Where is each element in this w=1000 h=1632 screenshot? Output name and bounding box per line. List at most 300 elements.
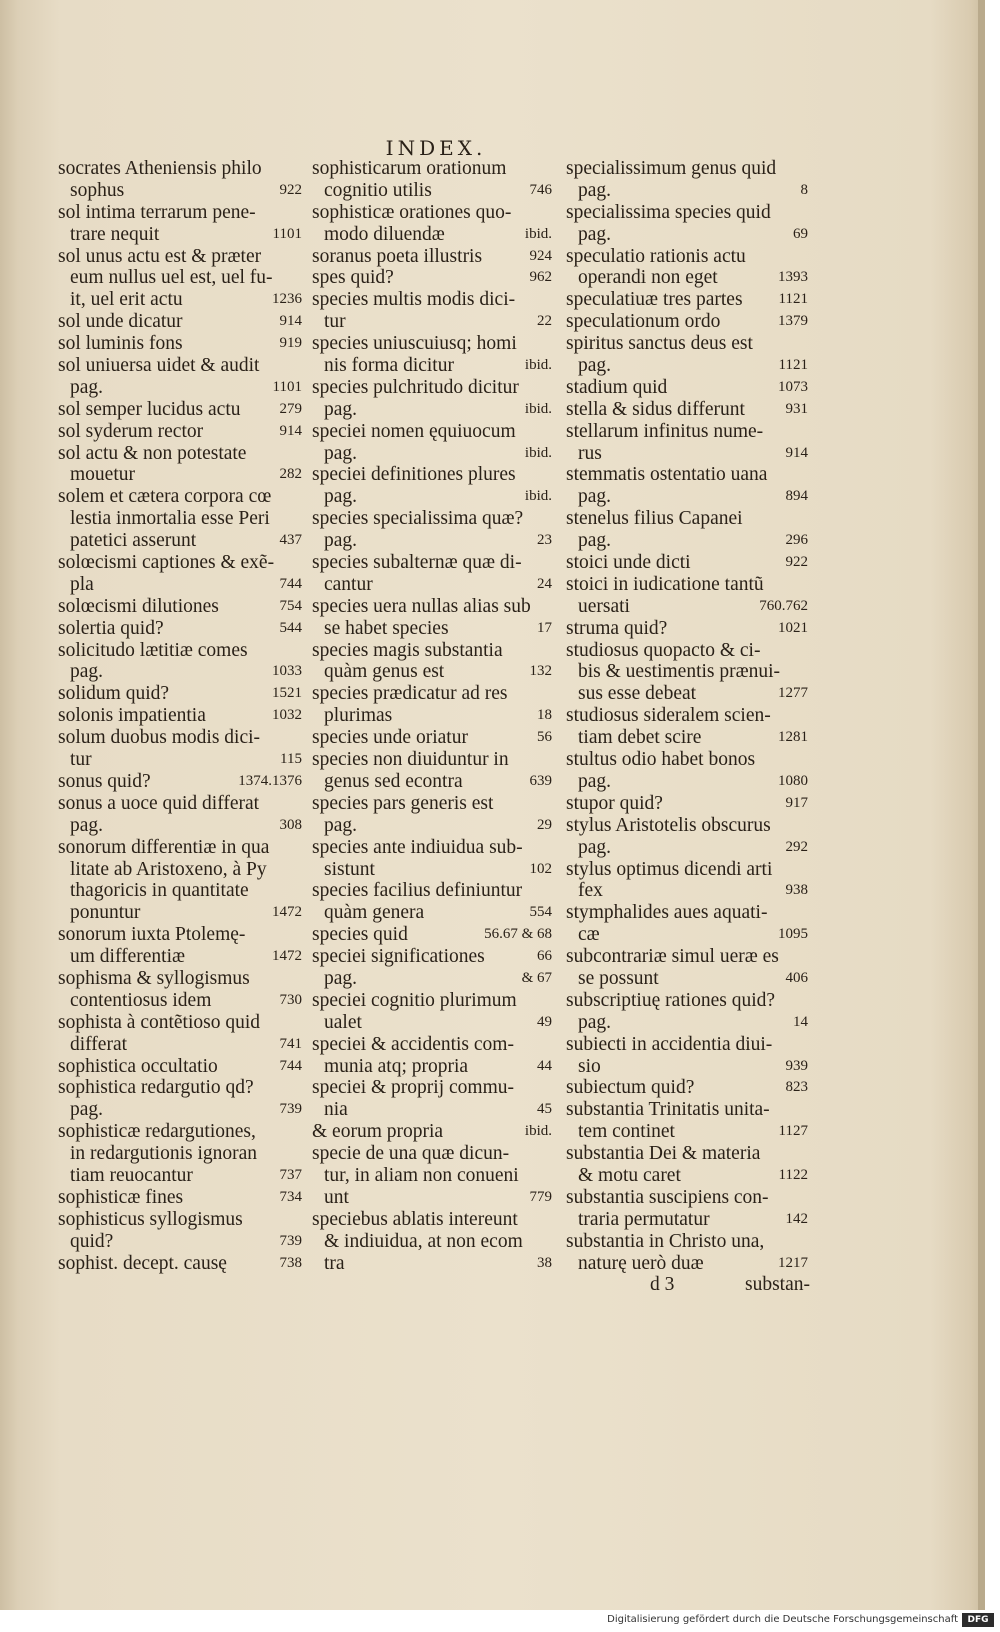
page-reference: 962 [529, 269, 552, 286]
entry-line [566, 180, 808, 202]
page-reference: 741 [279, 1035, 302, 1052]
index-entry [566, 574, 808, 618]
page-reference: ibid. [524, 444, 552, 461]
index-entry [58, 924, 302, 968]
entry-line [58, 705, 302, 727]
entry-line [566, 289, 808, 311]
entry-text: & eorum propria [312, 1121, 444, 1143]
entry-text: tur [324, 311, 346, 333]
page-reference: 292 [785, 838, 808, 855]
entry-text: & motu caret [578, 1164, 681, 1186]
entry-text: solœcismi captiones & exẽ- [58, 552, 275, 574]
entry-text: pag. [70, 1099, 104, 1121]
page-reference: 17 [537, 619, 552, 636]
index-entry [312, 880, 552, 924]
entry-text: speciei cognitio plurimum [312, 989, 517, 1011]
index-entry [312, 793, 552, 837]
page-reference: 1073 [778, 378, 808, 395]
entry-text: operandi non eget [578, 267, 718, 289]
entry-text: sol luminis fons [58, 333, 183, 355]
index-entry [58, 246, 302, 312]
entry-text: tra [324, 1252, 345, 1274]
entry-line [566, 1056, 808, 1078]
page-reference: 1521 [272, 685, 302, 702]
entry-line [566, 596, 808, 618]
index-entry [58, 727, 302, 771]
entry-text: sophistica occultatio [58, 1055, 218, 1077]
page-reference: 730 [279, 991, 302, 1008]
page-reference: 779 [529, 1188, 552, 1205]
entry-text: specialissimum genus quid [566, 158, 777, 179]
page-reference: 56 [537, 729, 552, 746]
entry-line [566, 771, 808, 793]
entry-text: species unde oriatur [312, 727, 468, 749]
entry-line [312, 771, 552, 793]
page-reference: ibid. [524, 1123, 552, 1140]
entry-text: subscriptiuę rationes quid? [566, 989, 776, 1011]
entry-text: speciebus ablatis intereunt [312, 1208, 518, 1230]
entry-text: speculatiuæ tres partes [566, 289, 743, 311]
index-entry [566, 705, 808, 749]
entry-text: sol uniuersa uidet & audit [58, 355, 260, 377]
entry-text: stoici unde dicti [566, 552, 691, 574]
page-reference: 1101 [272, 378, 302, 395]
entry-text: substantia suscipiens con- [566, 1186, 769, 1208]
entry-line [312, 180, 552, 202]
entry-text: substantia Dei & materia [566, 1143, 761, 1165]
entry-text: sonus a uoce quid differat [58, 792, 260, 814]
index-entry [566, 1143, 808, 1187]
page-reference: & 67 [521, 969, 552, 986]
entry-text: solem et cætera corpora cœ [58, 486, 272, 508]
entry-text: stellarum infinitus nume- [566, 420, 764, 442]
entry-text: contentiosus idem [70, 989, 212, 1011]
entry-text: sio [578, 1055, 601, 1077]
page-reference: 738 [279, 1254, 302, 1271]
entry-line [566, 224, 808, 246]
page-reference: 1374.1376 [238, 772, 302, 789]
page-reference: 760.762 [759, 597, 808, 614]
index-entry [566, 508, 808, 552]
entry-text: bis & uestimentis prænui- [578, 661, 781, 683]
entry-line [312, 946, 552, 968]
page-reference: 44 [537, 1057, 552, 1074]
entry-text: stenelus filius Capanei [566, 508, 743, 530]
entry-line [312, 859, 552, 881]
index-entry [566, 946, 808, 990]
entry-text: speculatio rationis actu [566, 245, 746, 267]
index-entry [566, 1077, 808, 1099]
index-entry [58, 158, 302, 202]
entry-line [58, 1187, 302, 1209]
entry-line [58, 990, 302, 1012]
entry-line [58, 464, 302, 486]
index-entry [58, 705, 302, 727]
entry-line [58, 1056, 302, 1078]
index-entry [566, 421, 808, 465]
page-reference: 744 [279, 1057, 302, 1074]
funding-credit: Digitalisierung gefördert durch die Deutsche Forschungsgemeinschaft [607, 1614, 958, 1625]
page-reference: 746 [529, 181, 552, 198]
page-reference: 49 [537, 1013, 552, 1030]
entry-line [566, 1121, 808, 1143]
page-reference: 22 [537, 313, 552, 330]
entry-text: pag. [70, 814, 104, 836]
entry-line [566, 880, 808, 902]
entry-line [312, 1121, 552, 1143]
entry-line [312, 705, 552, 727]
entry-line [566, 267, 808, 289]
index-entry [58, 793, 302, 837]
entry-text: lestia inmortalia esse Peri [70, 508, 270, 530]
index-entry [58, 1187, 302, 1209]
entry-text: sophisma & syllogismus [58, 967, 250, 989]
entry-text: sophisticus syllogismus [58, 1208, 243, 1230]
page-reference: 406 [785, 969, 808, 986]
entry-text: cantur [324, 573, 373, 595]
index-entry [312, 333, 552, 377]
page-reference: 922 [785, 554, 808, 571]
page-reference: 1127 [778, 1123, 808, 1140]
page-reference: 1472 [272, 948, 302, 965]
entry-line [58, 311, 302, 333]
index-entry [566, 158, 808, 202]
entry-line [566, 1077, 808, 1099]
index-column-2 [312, 158, 552, 1274]
entry-line [312, 355, 552, 377]
index-column-3 [566, 158, 808, 1274]
entry-text: species subalternæ quæ di- [312, 552, 522, 574]
index-entry [312, 377, 552, 421]
entry-line [58, 530, 302, 552]
entry-text: ponuntur [70, 902, 141, 924]
page-reference: 914 [279, 313, 302, 330]
index-entry [312, 202, 552, 246]
entry-line [312, 224, 552, 246]
page-reference: 737 [279, 1166, 302, 1183]
index-entry [312, 1209, 552, 1275]
entry-text: sonorum iuxta Ptolemę- [58, 924, 246, 946]
page-reference: 45 [537, 1101, 552, 1118]
entry-text: sus esse debeat [578, 683, 697, 705]
entry-line [312, 574, 552, 596]
index-entry [566, 552, 808, 574]
page-reference: 14 [793, 1013, 808, 1030]
page-reference: 115 [280, 751, 302, 768]
entry-line [58, 946, 302, 968]
index-entry [566, 399, 808, 421]
index-entry [312, 246, 552, 268]
entry-line [58, 618, 302, 640]
entry-line [566, 1165, 808, 1187]
entry-text: subiecti in accidentia diui- [566, 1033, 773, 1055]
index-entry [58, 1056, 302, 1078]
index-entry [58, 1012, 302, 1056]
entry-line [58, 224, 302, 246]
page-reference: 1277 [778, 685, 808, 702]
entry-text: it, uel erit actu [70, 289, 183, 311]
entry-text: pag. [578, 179, 612, 201]
entry-line [566, 1209, 808, 1231]
entry-text: quàm genus est [324, 661, 445, 683]
entry-text: speciei nomen ęquiuocum [312, 420, 516, 442]
entry-line [58, 749, 302, 771]
entry-text: sol actu & non potestate [58, 442, 247, 464]
page-reference: 922 [279, 181, 302, 198]
entry-text: munia atq; propria [324, 1055, 469, 1077]
entry-text: stoici in iudicatione tantũ [566, 573, 764, 595]
index-entry [566, 859, 808, 903]
entry-text: solicitudo lætitiæ comes [58, 639, 248, 661]
entry-text: pag. [324, 967, 358, 989]
entry-text: species uera nullas alias sub [312, 595, 531, 617]
entry-text: struma quid? [566, 617, 668, 639]
entry-line [566, 486, 808, 508]
entry-text: patetici asserunt [70, 530, 197, 552]
entry-line [566, 1253, 808, 1275]
entry-line [566, 924, 808, 946]
entry-text: spes quid? [312, 267, 394, 289]
page-reference: 554 [529, 904, 552, 921]
index-entry [58, 333, 302, 355]
entry-text: stella & sidus differunt [566, 398, 745, 420]
index-entry [312, 552, 552, 596]
index-entry [566, 749, 808, 793]
index-entry [312, 596, 552, 640]
entry-text: species specialissima quæ? [312, 508, 524, 530]
entry-line [58, 661, 302, 683]
entry-line [312, 1056, 552, 1078]
page-reference: 38 [537, 1254, 552, 1271]
entry-text: solum duobus modis dici- [58, 727, 261, 749]
entry-line [312, 924, 552, 946]
entry-line [566, 552, 808, 574]
entry-text: subcontrariæ simul ueræ es [566, 946, 779, 968]
entry-text: pag. [324, 814, 358, 836]
page-reference: 1121 [778, 291, 808, 308]
entry-line [566, 1012, 808, 1034]
entry-text: species facilius definiuntur [312, 880, 523, 902]
page-reference: 1080 [778, 772, 808, 789]
index-entry [312, 158, 552, 202]
running-header: INDEX. [385, 136, 487, 160]
entry-text: genus sed econtra [324, 770, 463, 792]
index-entry [312, 267, 552, 289]
entry-text: pag. [70, 661, 104, 683]
entry-line [312, 661, 552, 683]
entry-line [58, 596, 302, 618]
digitization-footer [0, 1610, 1000, 1632]
index-entry [58, 486, 302, 552]
index-entry [58, 683, 302, 705]
index-entry [566, 618, 808, 640]
entry-line [566, 399, 808, 421]
index-entry [58, 1121, 302, 1187]
entry-text: pag. [578, 486, 612, 508]
entry-line [566, 968, 808, 990]
entry-text: tur, in aliam non conueni [324, 1164, 519, 1186]
index-entry [312, 508, 552, 552]
index-entry [58, 355, 302, 399]
entry-line [58, 399, 302, 421]
page-reference: 917 [785, 794, 808, 811]
entry-text: sophist. decept. causę [58, 1252, 227, 1274]
entry-text: um differentiæ [70, 946, 185, 968]
entry-line [312, 902, 552, 924]
entry-text: species pars generis est [312, 792, 494, 814]
entry-line [312, 727, 552, 749]
entry-text: quàm genera [324, 902, 425, 924]
entry-text: studiosus quopacto & ci- [566, 639, 761, 661]
entry-text: species non diuiduntur in [312, 749, 509, 771]
entry-text: sophista à contẽtioso quid [58, 1011, 261, 1033]
entry-text: trare nequit [70, 223, 160, 245]
entry-line [566, 683, 808, 705]
entry-text: species prædicatur ad res [312, 683, 508, 705]
entry-text: pag. [324, 486, 358, 508]
entry-text: pag. [578, 530, 612, 552]
page-reference: 1236 [272, 291, 302, 308]
entry-text: species ante indiuidua sub- [312, 836, 523, 858]
entry-text: sol unde dicatur [58, 311, 183, 333]
page-reference: 1393 [778, 269, 808, 286]
entry-text: modo diluendæ [324, 223, 445, 245]
entry-line [312, 246, 552, 268]
entry-text: socrates Atheniensis philo [58, 158, 262, 179]
entry-line [58, 902, 302, 924]
index-entry [566, 1099, 808, 1143]
page-reference: 939 [785, 1057, 808, 1074]
index-entry [566, 1231, 808, 1275]
index-entry [312, 837, 552, 881]
index-entry [312, 1034, 552, 1078]
entry-text: sonorum differentiæ in qua [58, 836, 270, 858]
page-reference: 739 [279, 1232, 302, 1249]
index-entry [58, 640, 302, 684]
page-reference: 132 [529, 663, 552, 680]
entry-text: tem continet [578, 1121, 675, 1143]
page-reference: 744 [279, 575, 302, 592]
entry-text: litate ab Aristoxeno, à Py [70, 858, 267, 880]
index-entry [312, 640, 552, 684]
index-entry [566, 311, 808, 333]
entry-text: traria permutatur [578, 1208, 710, 1230]
entry-line [58, 289, 302, 311]
page-reference: ibid. [524, 488, 552, 505]
page-reference: 24 [537, 575, 552, 592]
entry-line [58, 180, 302, 202]
page-reference: 1033 [272, 663, 302, 680]
entry-text: se habet species [324, 617, 449, 639]
entry-line [312, 815, 552, 837]
entry-line [312, 399, 552, 421]
page-reference: 544 [279, 619, 302, 636]
index-entry [566, 464, 808, 508]
index-entry [58, 421, 302, 443]
page-reference: 308 [279, 816, 302, 833]
entry-text: pag. [578, 355, 612, 377]
index-entry [58, 1209, 302, 1253]
entry-text: subiectum quid? [566, 1077, 695, 1099]
entry-text: species multis modis dici- [312, 289, 516, 311]
entry-line [312, 486, 552, 508]
page-reference: ibid. [524, 225, 552, 242]
entry-text: stylus optimus dicendi arti [566, 858, 773, 880]
index-entry [58, 618, 302, 640]
entry-text: pla [70, 573, 94, 595]
entry-line [566, 618, 808, 640]
entry-line [58, 1253, 302, 1275]
index-entry [312, 946, 552, 990]
entry-line [312, 530, 552, 552]
entry-text: sistunt [324, 858, 375, 880]
entry-text: solidum quid? [58, 683, 170, 705]
index-entry [58, 771, 302, 793]
page-reference: 282 [279, 466, 302, 483]
page-reference: 914 [785, 444, 808, 461]
page-reference: ibid. [524, 357, 552, 374]
index-entry [566, 793, 808, 815]
index-entry [58, 552, 302, 596]
entry-line [566, 530, 808, 552]
page-reference: 919 [279, 335, 302, 352]
entry-text: speciei & accidentis com- [312, 1033, 514, 1055]
index-entry [312, 990, 552, 1034]
entry-text: substantia in Christo una, [566, 1230, 765, 1252]
entry-text: sol unus actu est & præter [58, 245, 262, 267]
page-reference: 69 [793, 225, 808, 242]
entry-text: specie de una quæ dicun- [312, 1143, 510, 1165]
page-reference: 894 [785, 488, 808, 505]
entry-line [312, 1099, 552, 1121]
entry-text: specialissima species quid [566, 201, 771, 223]
index-entry [566, 1187, 808, 1231]
index-entry [312, 1143, 552, 1209]
index-entry [566, 640, 808, 706]
index-entry [312, 289, 552, 333]
index-column-1 [58, 158, 302, 1274]
entry-line [566, 443, 808, 465]
entry-text: species magis substantia [312, 639, 503, 661]
entry-text: unt [324, 1186, 349, 1208]
entry-text: in redargutionis ignoran [70, 1143, 258, 1165]
index-entry [312, 924, 552, 946]
entry-text: plurimas [324, 705, 393, 727]
page-reference: 1121 [778, 357, 808, 374]
entry-text: speciei definitiones plures [312, 464, 516, 486]
entry-text: pag. [324, 442, 358, 464]
entry-text: rus [578, 442, 602, 464]
entry-text: nia [324, 1099, 348, 1121]
entry-line [312, 1012, 552, 1034]
entry-text: stemmatis ostentatio uana [566, 464, 768, 486]
page-reference: 1032 [272, 707, 302, 724]
index-entry [58, 1253, 302, 1275]
entry-text: pag. [578, 836, 612, 858]
entry-text: stupor quid? [566, 792, 663, 814]
page-reference: 296 [785, 532, 808, 549]
entry-text: sophisticæ fines [58, 1186, 184, 1208]
entry-text: stylus Aristotelis obscurus [566, 814, 771, 836]
entry-text: pag. [578, 770, 612, 792]
entry-text: tur [70, 749, 92, 771]
page-reference: 739 [279, 1101, 302, 1118]
entry-text: speciei significationes [312, 946, 485, 968]
page-reference: 29 [537, 816, 552, 833]
entry-line [58, 815, 302, 837]
entry-text: ualet [324, 1011, 362, 1033]
entry-line [312, 968, 552, 990]
